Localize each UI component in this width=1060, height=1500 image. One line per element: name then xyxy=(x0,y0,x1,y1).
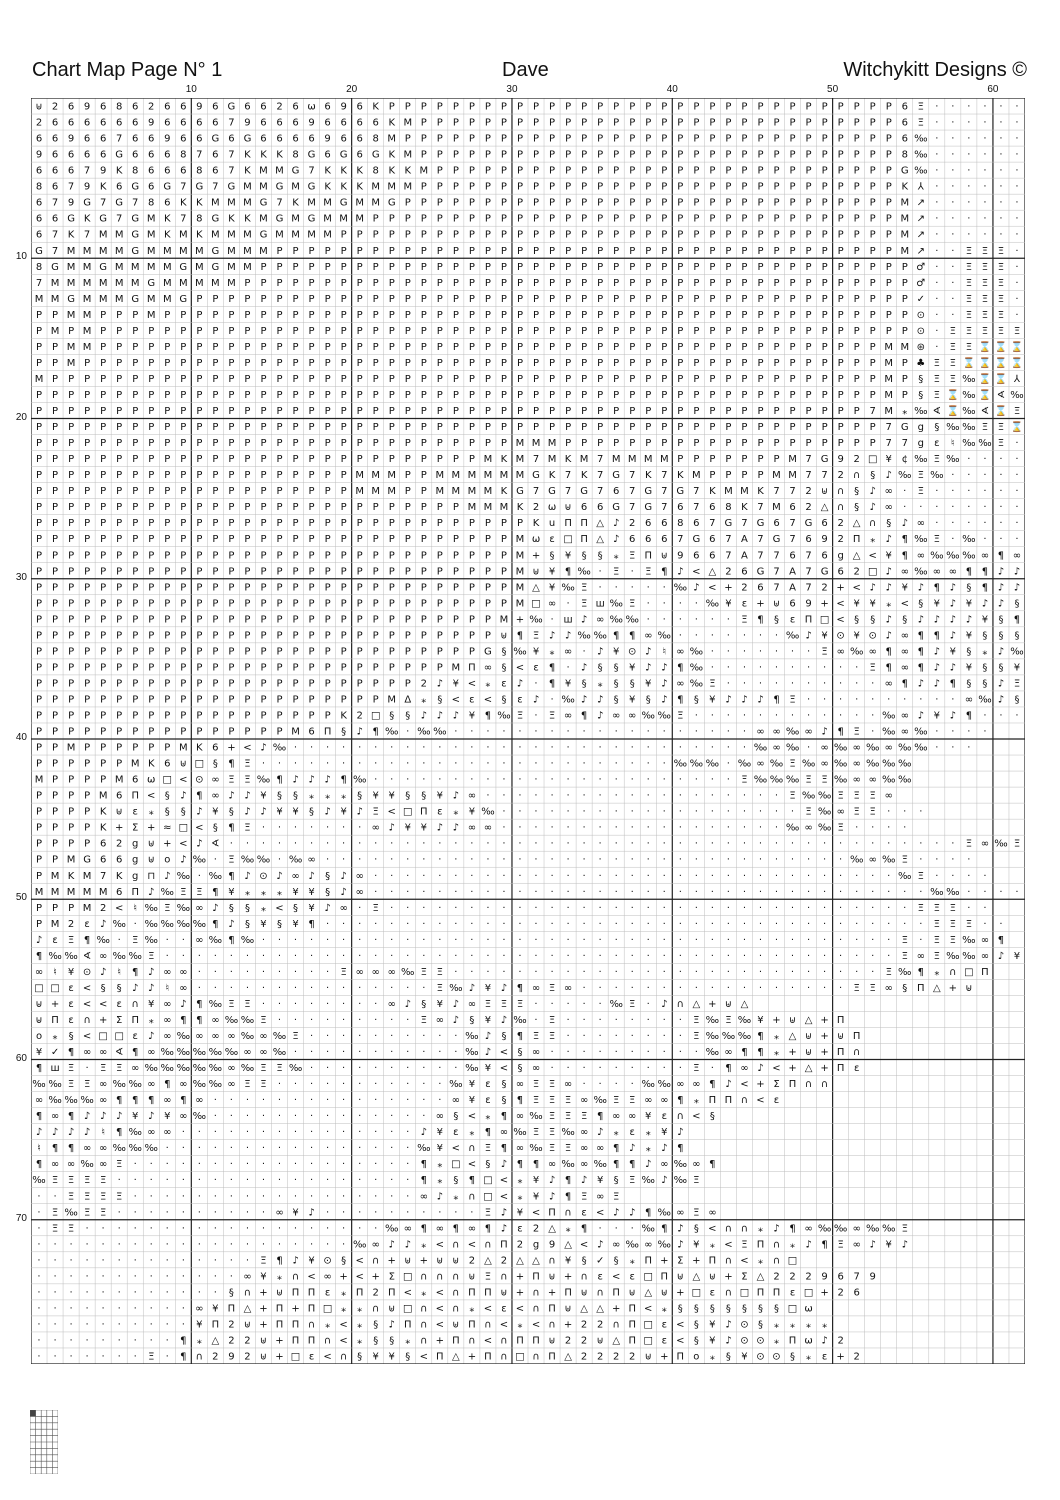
chart-row: PPPPPPPPPPPPPPPPPPPPPPPPPPPPPPPPPPPPPPPPPPPPPPPPPPPPP7Gg§‰‰ΞΞ⌛ xyxy=(36,422,1024,434)
column-numbers xyxy=(31,84,1025,98)
chart-row: PPMMPPPPPPPPPPPPPPPPPPPPPPPPPPPPPPPPPPPPPPPPPPPPPPPPPMM⊛·ΞΞ⌛⌛⌛ xyxy=(36,341,1024,353)
chart-row: 8GMMGMMMMGMGMMPPPPPPPPPPPPPPPPPPPPPPPPPPPPPPPPPPPPPPPPP♂··ΞΞΞ· xyxy=(35,261,1019,273)
column-number: 50 xyxy=(827,84,839,95)
chart-row: PPPPPPPPPPPPPPPPPPPPPPPPPPPPG§‰¥⁎∞·♪¥⊙♪♮∞‰·······Ξ∞‰∞¶∞¶♪¥§⁎♪‰ xyxy=(36,646,1024,658)
chart-row: ∞‰‰‰∞¶¶¶∞¶∞···············∞¥ε§¶ΞΞΞ∞‰ΞΞ∞∞¶⁎ΠΠ∩<ε xyxy=(34,1095,780,1107)
chart-row: ♪♪♪♪♮¶‰∞∞···············♪¥ε⁎¶∞‰ΞΞ‰∞♪⁎ε⁎¥♪ xyxy=(35,1127,684,1139)
chart-row: PPPPPPPPPPPPPPPPPPPPPPPP2♪¥<⁎ε♪·¶¥§⁎§§¥♪∞‰Ξ··········∞¶♪♪¶§§♪Ξ xyxy=(36,678,1021,690)
chart-row: PPPPPPPPPPPPPPPPPPPPPPPPPPPPPM+‰·ш♪∞‰‰······Ξ¶§εΠ□<§§♪§♪♪♪♪¥§¶ xyxy=(36,614,1021,626)
row-number: 70 xyxy=(15,1212,27,1224)
chart-row: PPPPPPPPPPPPPPPPPPPPPPPPPPPPPPPKuΠΠ△♪266867G7G67G62△∩§♪∞······ xyxy=(36,518,1019,530)
row-number: 10 xyxy=(15,251,27,263)
row-number: 20 xyxy=(15,411,27,423)
chart-row: ∞♮¥⊙♪♮¶♪∞∞·········Ξ∞∞∞‰ΞΞ···························Ξ‰¶⁎∩□Π xyxy=(34,966,989,978)
row-number: 30 xyxy=(15,571,27,583)
column-number: 30 xyxy=(506,84,518,95)
chart-row: 96666G6668767KKK8G6G6GKMPPPPPPPPPPPPPPPPPPPPPPPPPPPPPP8‰······ xyxy=(35,149,1019,161)
chart-row: PPMPPPPPPPPPPPPPPPPPPPPPPPPPPPPPPPPPPPPPPPPPPPPPPPPPPMP♣ΞΞ⌛⌛⌛⌛ xyxy=(36,357,1024,369)
chart-row: ·ΞΞ···················‰∞¶∞¶∞¶♪ε2△⁎¶···‰¶♪§<∩∩⁎♪¶∞‰‰∞‰‰Ξ xyxy=(37,1223,908,1235)
chart-row: 66679K8666867KMMG7KKK8KKMPPPPPPPPPPPPPPPPPPPPPPPPPPPPPG‰······ xyxy=(35,165,1019,177)
chart-row: PPPPK+Σ+≈□<§¶Ξ·······∞♪¥¥♪♪∞∞··················‰∞‰Ξ···· xyxy=(36,822,907,834)
chart-row: PPPPPPPPPPPPPPPPPPPPPPPPPPPPPPPPPPPPPPPPPPPPPPPPPPPP7M⁎‰∢⌛‰∢⌛Ξ xyxy=(36,406,1021,418)
chart-row: ·············∞¥⁎∩<∞+<+Σ□∩∩∩⊎Ξ∩+Π⊎+∩ε<ε□Π⊎△⊎+Σ△2229679 xyxy=(37,1271,876,1283)
chart-row: MMGMMMGMMGPPPPPPPPPPPPPPPPPPPPPPPPPPPPPPPPPPPPPPPPPPPPP✓··ΞΞΞ· xyxy=(34,293,1019,305)
chart-row: PPPPPPPPPPPPPPPPPPPPPPPPPPMΠ∞§<ε¶·♪§§¥♪♪¶‰··········Ξ¶∞¶♪♪¥§§¥ xyxy=(36,662,1021,674)
chart-row: PPPPK⊎ε⁎§§♪¥§♪♪¥¥§♪¥♪Ξ<□Πε⁎¥‰···················Ξ‰∞ΞΞ··· xyxy=(36,806,923,818)
chart-row: ¶∞∞‰∞Ξ··················¶⁎□<§♪¶¶∞‰∞‰¶¶♪∞‰∞¶ xyxy=(35,1159,716,1171)
chart-row: ··········¥Π2⊎+ΠΠ∩⁎<⁎§♪Π∩<⊎Π∩<⁎<∩+22∩Π□ε<§¥♪⊙§⁎⁎⁎⁎ xyxy=(37,1319,828,1331)
chart-row: 7MMMMMMGMMMMMPPPPPPPPPPPPPPPPPPPPPPPPPPPPPPPPPPPPPPPPPP♂··ΞΞΞ· xyxy=(35,277,1019,289)
row-number: 40 xyxy=(15,732,27,743)
chart-row: ⊎+ε<<ε∩¥∞♪¶‰ΞΞ········∞♪§¥♪∞ΞΞΞ·····‰Ξ·♪∩△+⊎△ xyxy=(35,998,749,1010)
page-map-thumbnail xyxy=(30,1410,58,1474)
chart-row: PPPPPPPPPPPPPPPPPPPPPPPPPPPPPPM△¥‰Ξ·····‰♪<+267A72+<♪♪¥♪¶♪§¶♪♪ xyxy=(36,582,1021,594)
column-number: 60 xyxy=(987,84,999,95)
row-numbers xyxy=(0,98,31,1364)
chart-row: ¶‰‰∢∞‰‰Ξ··············································Ξ∞Ξ‰‰∞♪¥ xyxy=(35,950,1021,962)
chart-row: ··ΞΞΞΞ··················∞♪⁎∩□<⁎¥♪¶Ξ∞Ξ xyxy=(37,1191,620,1203)
current-page-marker xyxy=(30,1410,36,1416)
chart-row: MPPPPM6ω□<⊙∞ΞΞ‰¶♪♪♪¶‰·······················Ξ‰‰‰ΞΞ‰∞∞‰‰ xyxy=(34,774,912,786)
chart-row: ‰ΞΞΞΞ···················¶⁎§¶□<⁎¥♪¶♪¥§Ξ‰♪‰Ξ xyxy=(32,1175,700,1187)
brand-name: Witchykitt Designs © xyxy=(843,59,1027,81)
chart-row: ¶∞¶♪♪♪¥♪¥∞‰··············∞§<⁎¶∞‰ΞΞΞ¶∞∞¥ε∩<§ xyxy=(35,1111,715,1123)
chart-row: ············§∩+⊎ΠΠε⁎Π2Π<⁎<∩ΠΠ⊎+∩+Π⊎∩Π⊎△⊎+□ε∩□ΠΠε□+26 xyxy=(37,1287,860,1299)
chart-row: ¥✓¶∞∞∢¶∞‰‰‰‰‰∞∞‰···········‰♪<§∞··········‰∞¶¶⁎+⊎+Π∩ xyxy=(35,1047,861,1059)
chart-row: PPPP62g⊎+<♪∢··············································Ξ∞‰Ξ xyxy=(36,838,1021,850)
chart-row: ¶шΞ·ΞΞ∞‰‰‰‰‰∞‰ΞΞ‰··········‰¥<§∞·········Ξ·¶∞♪<+△+Πε xyxy=(35,1063,860,1075)
chart-row: PMPMPPPPPPPPPPPPPPPPPPPPPPPPPPPPPPPPPPPPPPPPPPPPPPPPPPP⊙·ΞΞΞΞΞ xyxy=(36,325,1021,337)
chart-row: PMKM7Kg⊓♪‰·‰¶♪⊙♪∞♪§♪∞·································‰Ξ···· xyxy=(36,870,987,882)
chart-row: PPPPM6Π<§♪¶∞♪♪¥§§⁎⁎⁎§¥¥§§¥♪∞···················Ξ‰‰ΞΞΞ∞ xyxy=(36,790,893,802)
chart-row: PPPM2<♮‰Ξ‰∞♪§§⁎<§¥♪∞·Ξ·································ΞΞΞ·· xyxy=(36,902,987,914)
chart-row: 679G7G786KKMMMG7KMMGMMGPPPPPPPPPPPPPPPPPPPPPPPPPPPPPPPM↗······ xyxy=(35,197,1019,209)
chart-row: PPPPPPPPPPPPPPPPPPPPPPPPPPPPPPMωε□Π△♪6667G67A7G7692Π⁎♪¶‰Ξ·‰··· xyxy=(36,534,1019,546)
chart-row: PPPPPPPPPPPPPPPPPPPPPPPPPPPPPPM⊎¥¶‰·Ξ·Ξ¶♪<△26G7A7G62□♪∞‰∞∞¶¶♪♪ xyxy=(36,566,1021,578)
chart-row: PM2ε♪‰·‰‰‰‰¶♪§¥§¥¶······································ΞΞΞ·· xyxy=(36,918,1003,930)
chart-row: PPPPPPPPPPPPPPPPPPPPPPMΔ⁎§<ε<§ε♪·‰♪♪§¥§♪¶§¥♪♪♪¶Ξ··········∞‰♪§ xyxy=(36,694,1020,706)
chart-row: PPPPPPPPPPPPPPPPPPPPMMMPPMMMMMMGK7K7G7K7KMPPPPMM772∩§♪‰Ξ‰····· xyxy=(36,470,1019,482)
chart-row: ·······Ξ·¶∩292⊎+□ε<∩§¥¥§<Π△+Π∩□∩Π△2222⊎+Πo⁎§¥⊙⊙§⁎ε+2 xyxy=(37,1351,860,1363)
chart-row: 66GKG7GMK78GKKMGMGMMMPPPPPPPPPPPPPPPPPPPPPPPPPPPPPPPPPM↗······ xyxy=(35,213,1019,225)
chart-row: 8679K6G6G7G7GMMGMGKKKMMMPPPPPPPPPPPPPPPPPPPPPPPPPPPPPPK⅄······ xyxy=(35,181,1019,193)
chart-row: MMMMM6Π♪‰ΞΞ¶¥⁎⁎⁎¥¥§♪∞···································‰‰···· xyxy=(34,886,1019,898)
chart-name: Dave xyxy=(502,59,549,81)
chart-row: PPPPPPPPPPPPPPPPPPPPPPPPPPPPMKM7MKM7MMMMPPPPPPPM7G92□¥¢‰Ξ‰···· xyxy=(36,454,1019,466)
chart-row: PPMG66g⊎o♪‰·Ξ‰‰·‰∞·································‰∞‰Ξ···· xyxy=(36,854,971,866)
chart-row: PPPPPPMK6⊎□§¶Ξ··························‰‰‰·‰∞‰Ξ‰∞‰∞‰‰‰ xyxy=(36,758,912,770)
column-number: 40 xyxy=(666,84,678,95)
row-number: 50 xyxy=(15,892,27,904)
chart-row: PPPPPPPPPPPPPPPPPPPK2□§§♪♪♪¥¶‰Ξ·Ξ∞¶♪∞∞‰‰Ξ············‰∞♪¥♪¶··· xyxy=(36,710,1019,722)
chart-row: PPPPPPPPPPPPPPPPPPPPPPPPPPPPPPM□∞·Ξш‰Ξ····‰¥ε+⊎69+<¥¥⁎<§¥♪¥♪♪§ xyxy=(36,598,1020,610)
chart-row: ··············Ξ¶♪¥⊙§<∩+⊎+⊎⊎2△2△△∩¥§✓§⁎Π+Σ+Π∩<⁎∩□ xyxy=(37,1255,798,1267)
chart-row: PPPPPPPPPPPPPPPPPPPPPPPPPPPPPPM+§¥§§⁎ΞΠ⊎9667A77676g△<¥¶∞‰‰‰∞¶∞ xyxy=(36,550,1022,562)
chart-row: ·Ξ‰ΞΞ··········∞¥♪··········Ξ♪¥<Π∩ε<♪♪¶‰∞Ξ∞ xyxy=(37,1207,717,1219)
chart-row: 2666666966667966696666KMPPPPPPPPPPPPPPPPPPPPPPPPPPPPPP6Ξ······ xyxy=(35,117,1019,129)
chart-row: PPPPPPPPPPPPPPPPPPPPPPPPPPPPPPPPPPPPPPPPPPPPPPPPPPPPPMP§Ξ⌛‰⌛∢‰ xyxy=(36,389,1024,401)
chart-row: G7MMMMGMMMMGMMMPPPPPPPPPPPPPPPPPPPPPPPPPPPPPPPPPPPPPPPM↗··ΞΞΞ· xyxy=(35,245,1019,257)
chart-row: ♮¶¶∞∞‰‰‰················‰¥<∩Ξ¶∞‰ΞΞ∞∞¶♪⁎♪¶ xyxy=(37,1143,684,1155)
pattern-grid xyxy=(31,98,1025,1364)
chart-row: ⊎Πε∩+ΣΠ⁎∞¶¶∞‰‰Ξ·········Ξ∞♪§¥♪‰·Ξ········Ξ‰Ξ‰¥+⊎△+Π xyxy=(35,1014,845,1026)
column-number: 20 xyxy=(346,84,358,95)
chart-row: ⊎26968626696G6626ω696KPPPPPPPPPPPPPPPPPPPPPPPPPPPPPPPP6Ξ······ xyxy=(35,101,1019,113)
chart-row: □□ε<§§♪♪♮∞···············Ξ‰♪¥♪¶∞Ξ∞·················ΞΞ∞§Π△+⊎ xyxy=(34,982,973,994)
chart-row: ····················‰∞♪♪⁎<∩<∩Π2g9△<♪∞‰∞‰♪¥⁎<ΞΠ∩⁎♪¶Ξ∞♪¥♪ xyxy=(37,1239,908,1251)
row-number: 60 xyxy=(15,1052,27,1064)
chart-row: PPMMPPPMPPPPPPPPPPPPPPPPPPPPPPPPPPPPPPPPPPPPPPPPPPPPPPP⊙··ΞΞΞ· xyxy=(36,309,1019,321)
page-title: Chart Map Page N° 1 xyxy=(32,59,223,81)
chart-row: PPPPPPPPPPPPPPPPPPPPMMMPPMMMMKG7G7G767G7G7KMMK772⊎∩§♪∞·Ξ······ xyxy=(36,486,1019,498)
chart-row: ·········¶⁎△22⊎+ΠΠ∩<⁎§§⁎∩+Π∩<∩ΠΠ⊎22⊎△Π□ε<§¥♪⊙⊙⁎Πω♪2 xyxy=(37,1335,844,1347)
column-number: 10 xyxy=(185,84,197,95)
chart-row: ‰‰ΞΞ∞‰‰∞¶∞‰‰∞ΞΞ···········‰¥ε§∞ΞΞ∞····‰‰∞∞¶♪<+ΣΠ∩∩ xyxy=(32,1079,829,1091)
chart-row: MPPPPPPPPPPPPPPPPPPPPPPPPPPPPPPPPPPPPPPPPPPPPPPPPPPPPMP§ΞΞ‰⌛⌛⅄ xyxy=(34,373,1021,385)
chart-row: PPMPPPPPPMK6+<♪‰·····························‰∞‰·∞‰∞‰∞‰‰··· xyxy=(36,742,971,754)
chart-row: ··········∞¥Π△+Π+Π□⁎⁎∩⊎□∩<∩⁎<ε<∩Π⊎△△+Π<⁎§§§§§§§□ω xyxy=(37,1303,813,1315)
chart-row: PPPPPPPPPPPPPPPPPPPPPPPPPPPPPPMMMPPPPPPPPPPPPPPPPPPPP77gε♮‰‰Ξ· xyxy=(36,438,1019,450)
chart-row: PPPPPPPPPPPPPPPPPPPPPPPPPPPMMMK2ω⊎66G7G76768K7M62△∩§♪∞········ xyxy=(36,502,1019,514)
chart-row: PPPPPPPPPPPPPPPPM6Π§♪¶‰·‰‰···················∞∞‰∞♪¶Ξ·‰∞‰···· xyxy=(36,726,987,738)
chart-row: 67K7MMGMKMKMMMGMMMMPPPPPPPPPPPPPPPPPPPPPPPPPPPPPPPPPPPM↗······ xyxy=(35,229,1019,241)
chart-row: 66966766966G6G66669668MPPPPPPPPPPPPPPPPPPPPPPPPPPPPPPP6‰······ xyxy=(35,133,1019,145)
chart-row: PPPPPPPPPPPPPPPPPPPPPPPPPPPPP⊎¶Ξ♪♪‰‰¶¶∞‰·······‰♪¥⊙¥⊙♪∞¶¶♪¥§§§ xyxy=(36,630,1020,642)
chart-row: o⁎§<□□ε♪∞‰∞∞∞‰∞‰Ξ··········‰♪§¶ΞΞ········Ξ‰‰‰¶⁎△⊎+⊎Π xyxy=(35,1031,861,1043)
chart-row: ♪εΞ¶‰·Ξ‰··∞‰¶‰········································Ξ·ΞΞ‰∞¶ xyxy=(35,934,1005,946)
